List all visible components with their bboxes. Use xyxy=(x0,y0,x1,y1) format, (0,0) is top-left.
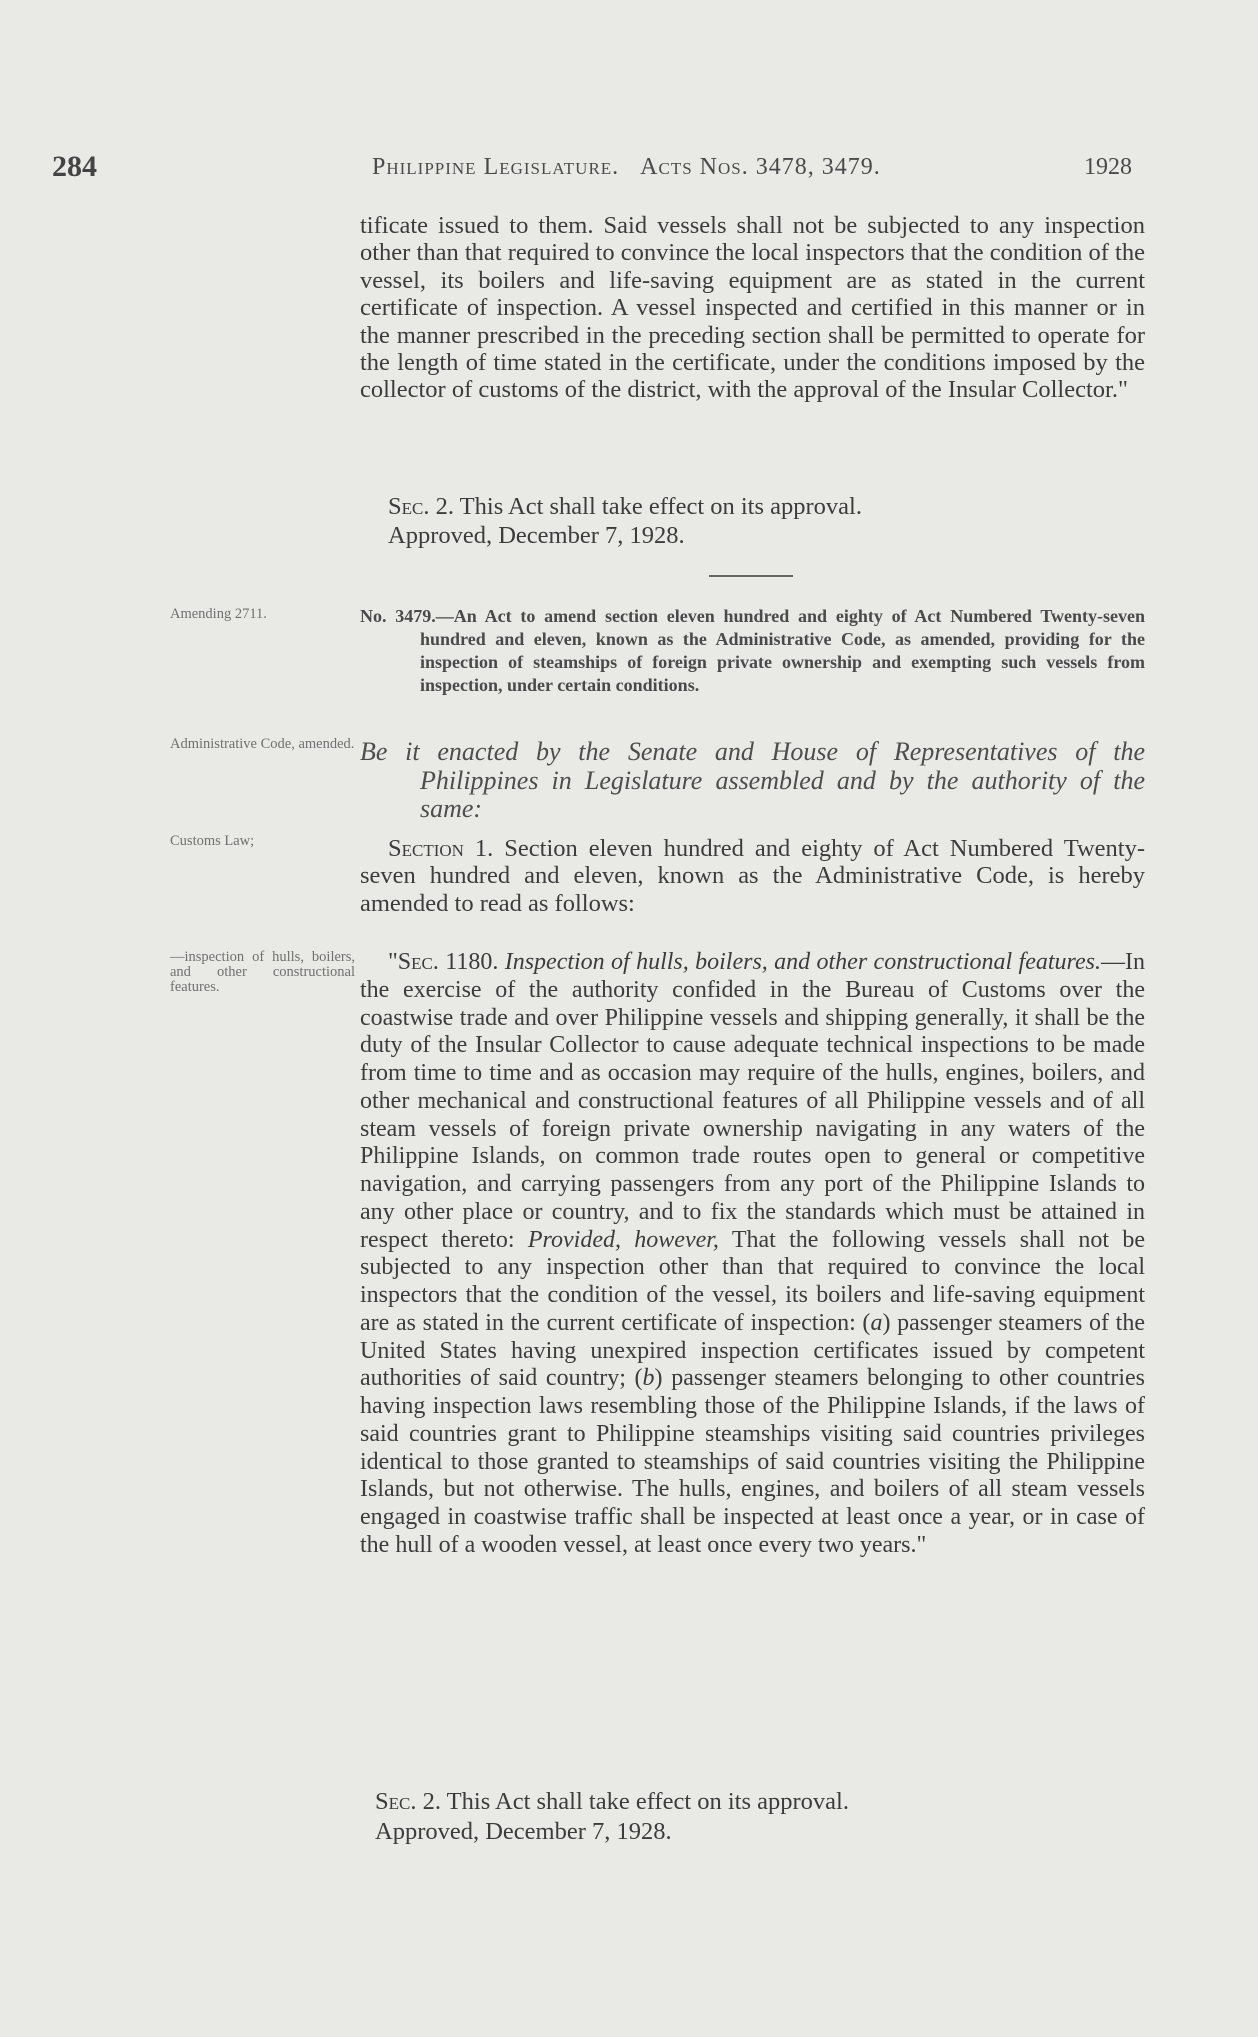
margin-note-amending: Amending 2711. xyxy=(170,606,267,622)
act-title-text: No. 3479.—An Act to amend section eleven hundred and eighty of Act Numbered Twenty-seven hundred and eleven, known as the Administrative Code, as amended, providing for the inspection of steamships of foreign private ownership and exempting such vessels from inspection, under certain conditions. xyxy=(360,606,1145,695)
margin-note-inspection: —inspection of hulls, boilers, and other constructional features. xyxy=(170,949,355,995)
section-2-text: This Act shall take effect on its approval. xyxy=(453,493,862,520)
page-number: 284 xyxy=(52,150,97,183)
continued-section-text xyxy=(360,212,1145,404)
proviso: Provided, however, xyxy=(527,1226,719,1253)
section-1180-text xyxy=(360,949,1145,1560)
running-head xyxy=(372,154,881,181)
sec-1180-heading: Inspection of hulls, boilers, and other constructional features. xyxy=(498,949,1101,975)
section-1-text: Section eleven hundred and eighty of Act Numbered Twenty-seven hundred and eleven, known as the Administrative Code, is hereby amended to read as follows: xyxy=(360,835,1145,917)
item-b-marker: b xyxy=(642,1365,655,1392)
section-2-text: This Act shall take effect on its approval. xyxy=(440,1788,849,1815)
act-3479-title xyxy=(360,605,1145,697)
act-3479-section-2 xyxy=(375,1788,1145,1815)
act-3478-approval xyxy=(360,522,1145,549)
sec-1180-body-2: That the following vessels shall not be subjected to any inspection other than that required to convince the local inspectors that the condition of the vessel, its boilers and life-saving equipment are as stated in the current certificate of inspection: ( xyxy=(360,1226,1145,1336)
act-3479-approval xyxy=(375,1818,1145,1845)
margin-note-customs-law: Customs Law; xyxy=(170,833,255,849)
enacting-clause-text: Be it enacted by the Senate and House of Representatives of the Philippines in Legislature assembled and by the authority of the same: xyxy=(360,737,1145,823)
sec-1180-body-3: ) passenger steamers of the United States having unexpired inspection certificates issued by competent authorities of said country; ( xyxy=(360,1309,1145,1392)
section-divider xyxy=(709,575,793,577)
act-3478-section-2 xyxy=(360,493,1145,520)
sec-1180-label: "Sec. 1180. xyxy=(388,949,499,975)
sec-1180-body-1: —In the exercise of the authority confided in the Bureau of Customs over the coastwise trade and over Philippine vessels and shipping generally, it shall be the duty of the Insular Collector to cause adequate technical inspections to be made from time to time and as occasion may require of the hulls, engines, boilers, and other mechanical and constructional features of all Philippine vessels and of all steam vessels of foreign private ownership navigating in any waters of the Philippine Islands, on common trade routes open to general or competitive navigation, and carrying passengers from any port of the Philippine Islands to any other place or country, and to fix the standards which must be attained in respect thereto: xyxy=(360,949,1145,1253)
item-a-marker: a xyxy=(870,1309,883,1336)
margin-note-admin-code: Administrative Code, amended. xyxy=(170,736,355,752)
section-1-label: Section 1. xyxy=(388,835,494,862)
page-header xyxy=(52,150,1132,190)
approval-date: Approved, December 7, 1928. xyxy=(375,1818,672,1845)
section-2-label: Sec. 2. xyxy=(375,1788,441,1815)
section-2-label: Sec. 2. xyxy=(388,493,454,520)
header-year: 1928 xyxy=(1084,154,1132,180)
act-3479-section-1 xyxy=(360,835,1145,917)
continuation-paragraph: tificate issued to them. Said vessels shall not be subjected to any inspection other than that required to convince the local inspectors that the condition of the vessel, its boilers and life-saving equipment are as stated in the current certificate of inspection. A vessel inspected and certified in this manner or in the manner prescribed in the preceding section shall be permitted to operate for the length of time stated in the certificate, under the conditions imposed by the collector of customs of the district, with the approval of the Insular Collector." xyxy=(360,212,1145,404)
approval-date: Approved, December 7, 1928. xyxy=(388,522,685,549)
running-title: Philippine Legislature. xyxy=(372,154,620,180)
acts-numbers: Acts Nos. 3478, 3479. xyxy=(640,154,881,180)
enacting-clause xyxy=(360,738,1145,824)
sec-1180-body-4: ) passenger steamers belonging to other countries having inspection laws resembling those of the Philippine Islands, if the laws of said countries grant to Philippine steamships visiting said countries privileges identical to those granted to steamships of said countries visiting the Philippine Islands, but not otherwise. The hulls, engines, and boilers of all steam vessels engaged in coastwise traffic shall be inspected at least once a year, or in case of the hull of a wooden vessel, at least once every two years." xyxy=(360,1365,1145,1558)
